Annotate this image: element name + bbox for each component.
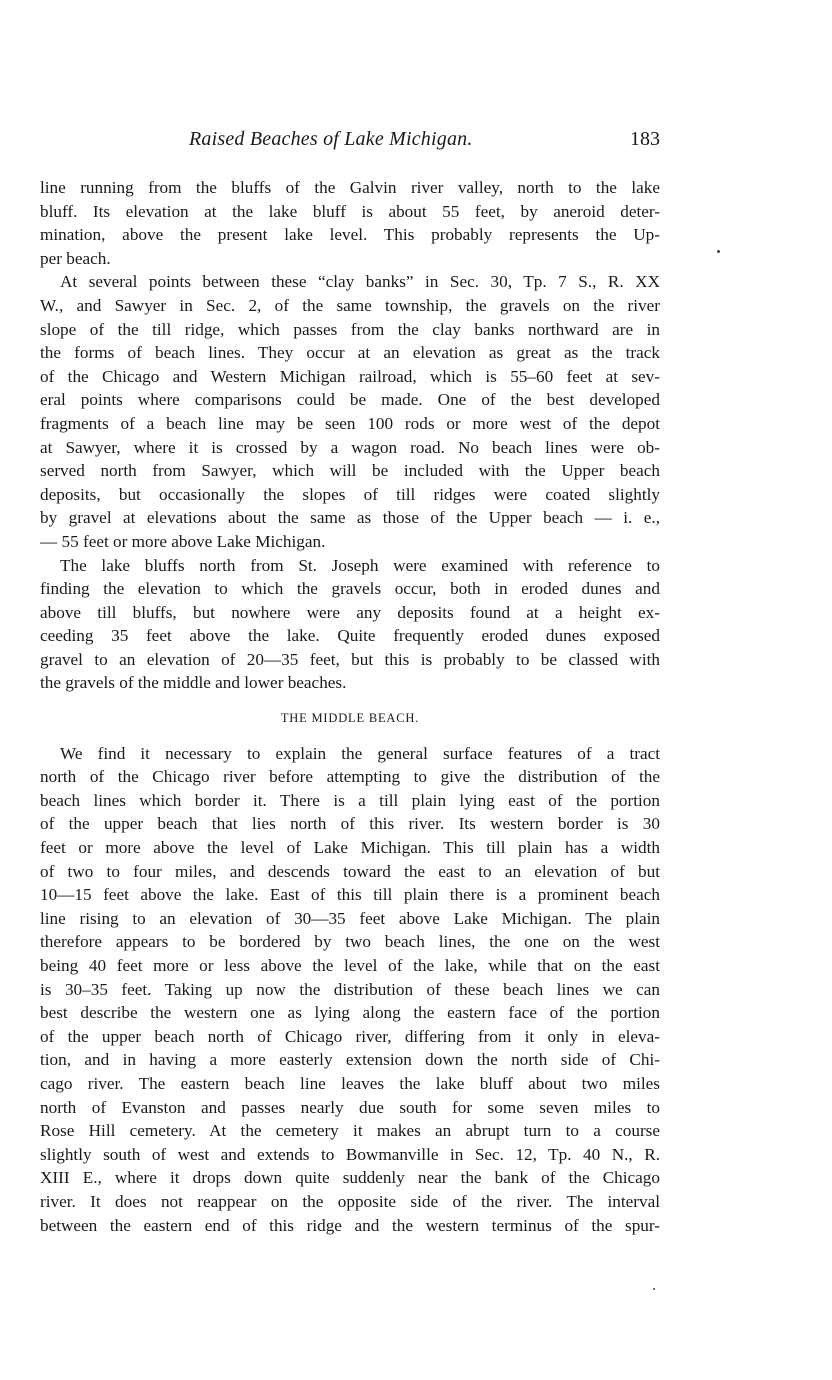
text-line: of the Chicago and Western Michigan railroad, which is 55–60 feet at sev- bbox=[40, 366, 660, 386]
text-line: We find it necessary to explain the general surface features of a tract bbox=[60, 743, 660, 763]
text-line: per beach. bbox=[40, 248, 111, 268]
paragraph bbox=[40, 554, 660, 696]
text-line: eral points where comparisons could be made. One of the best developed bbox=[40, 390, 660, 410]
text-line: best describe the western one as lying along the eastern face of the portion bbox=[40, 1003, 660, 1023]
text-line: of two to four miles, and descends toward the east to an elevation of but bbox=[40, 861, 660, 881]
text-line: feet or more above the level of Lake Michigan. This till plain has a width bbox=[40, 838, 660, 858]
text-line: XIII E., where it drops down quite suddenly near the bank of the Chicago bbox=[40, 1168, 660, 1188]
section-heading: THE MIDDLE BEACH. bbox=[280, 711, 420, 726]
text-line: of the upper beach that lies north of this river. Its western border is 30 bbox=[40, 814, 660, 834]
text-line: cago river. The eastern beach line leaves the lake bluff about two miles bbox=[40, 1073, 660, 1093]
scan-speck bbox=[717, 250, 720, 253]
text-line: fragments of a beach line may be seen 100 rods or more west of the depot bbox=[40, 413, 660, 433]
text-line: slope of the till ridge, which passes from the clay banks northward are in bbox=[40, 319, 660, 339]
text-line: river. It does not reappear on the opposite side of the river. The interval bbox=[40, 1191, 660, 1211]
text-line: The lake bluffs north from St. Joseph were examined with reference to bbox=[60, 555, 660, 575]
text-line: being 40 feet more or less above the level of the lake, while that on the east bbox=[40, 956, 660, 975]
text-line: at Sawyer, where it is crossed by a wagon road. No beach lines were ob- bbox=[40, 437, 660, 457]
text-line: north of Evanston and passes nearly due south for some seven miles to bbox=[40, 1097, 660, 1117]
running-header bbox=[185, 128, 660, 154]
text-line: beach lines which border it. There is a till plain lying east of the portion bbox=[40, 790, 660, 810]
body-text bbox=[40, 176, 660, 1237]
text-line: deposits, but occasionally the slopes of till ridges were coated slightly bbox=[40, 484, 660, 504]
text-line: line running from the bluffs of the Galvin river valley, north to the lake bbox=[40, 178, 660, 197]
text-line: bluff. Its elevation at the lake bluff is about 55 feet, by aneroid deter- bbox=[40, 201, 660, 221]
text-line: north of the Chicago river before attempting to give the distribution of the bbox=[40, 767, 660, 787]
running-title: Raised Beaches of Lake Michigan. bbox=[189, 128, 473, 150]
text-line: 10—15 feet above the lake. East of this till plain there is a prominent beach bbox=[40, 885, 660, 905]
paragraph bbox=[40, 742, 660, 1237]
text-line: line rising to an elevation of 30—35 feet above Lake Michigan. The plain bbox=[40, 908, 660, 928]
text-line: the gravels of the middle and lower beaches. bbox=[40, 673, 347, 693]
text-line: At several points between these “clay banks” in Sec. 30, Tp. 7 S., R. XX bbox=[60, 272, 660, 292]
text-line: of the upper beach north of Chicago river, differing from it only in eleva- bbox=[40, 1026, 660, 1046]
text-line: served north from Sawyer, which will be included with the Upper beach bbox=[40, 461, 660, 481]
text-line: finding the elevation to which the gravels occur, both in eroded dunes and bbox=[40, 579, 660, 599]
text-line: gravel to an elevation of 20—35 feet, but this is probably to be classed with bbox=[40, 649, 660, 669]
text-line: above till bluffs, but nowhere were any deposits found at a height ex- bbox=[40, 602, 660, 622]
scan-speck bbox=[653, 1288, 655, 1290]
text-line: therefore appears to be bordered by two beach lines, the one on the west bbox=[40, 932, 660, 952]
text-line: mination, above the present lake level. This probably represents the Up- bbox=[40, 225, 660, 245]
text-line: slightly south of west and extends to Bowmanville in Sec. 12, Tp. 40 N., R. bbox=[40, 1144, 660, 1164]
text-line: — 55 feet or more above Lake Michigan. bbox=[40, 531, 326, 551]
page-number: 183 bbox=[630, 128, 660, 150]
text-line: is 30–35 feet. Taking up now the distribution of these beach lines we can bbox=[40, 979, 660, 999]
text-line: ceeding 35 feet above the lake. Quite frequently eroded dunes exposed bbox=[40, 626, 660, 646]
text-line: between the eastern end of this ridge and the western terminus of the spur- bbox=[40, 1215, 660, 1235]
text-line: tion, and in having a more easterly extension down the north side of Chi- bbox=[40, 1050, 660, 1070]
text-line: Rose Hill cemetery. At the cemetery it makes an abrupt turn to a course bbox=[40, 1121, 660, 1141]
text-line: the forms of beach lines. They occur at an elevation as great as the track bbox=[40, 343, 660, 363]
paragraph bbox=[40, 176, 660, 270]
text-line: W., and Sawyer in Sec. 2, of the same township, the gravels on the river bbox=[40, 295, 660, 315]
text-line: by gravel at elevations about the same as those of the Upper beach — i. e., bbox=[40, 508, 660, 528]
paragraph bbox=[40, 270, 660, 553]
